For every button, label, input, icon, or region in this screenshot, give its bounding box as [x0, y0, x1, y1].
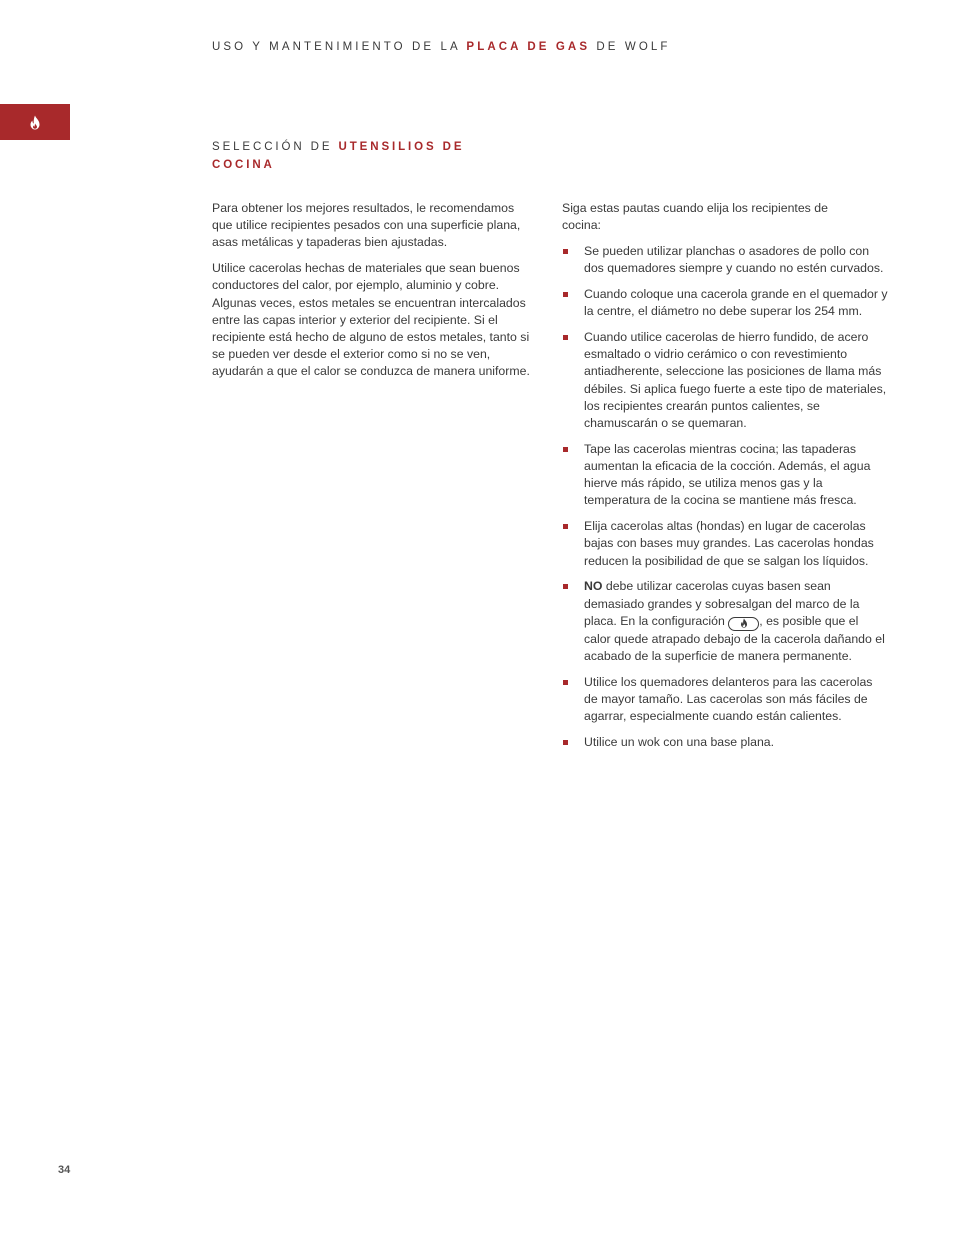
left-column [212, 200, 534, 389]
warning-text-end: , es posible que el calor quede atrapado debajo de la cacerola dañando el acabado de la superficie de manera permanente. [584, 613, 885, 664]
running-header [212, 41, 670, 53]
flame-icon [29, 115, 41, 130]
page-number: 34 [58, 1164, 71, 1176]
list-item-text: Utilice un wok con una base plana. [584, 735, 775, 750]
flame-icon [740, 618, 748, 628]
list-item-text: Se pueden utilizar planchas o asadores de pollo con dos quemadores siempre y cuando no estén curvados. [584, 244, 884, 276]
list-item-text: Tape las cacerolas mientras cocina; las tapaderas aumentan la eficacia de la cocción. Además, el agua hierve más rápido, se utiliza menos gas y la temperatura de la cocina se mantiene más fresca. [584, 441, 871, 508]
bullet-square-icon [563, 447, 568, 452]
warning-bold: NO [584, 579, 603, 594]
list-item-warning [562, 578, 888, 665]
burner-setting-icon [728, 617, 759, 631]
list-item [562, 734, 888, 751]
list-item [562, 441, 888, 510]
list-item [562, 329, 888, 432]
paragraph: Utilice cacerolas hechas de materiales que sean buenos conductores del calor, por ejemplo, aluminio y cobre. Algunas veces, estos metales se encuentran intercalados entre las capas interior y exterior del recipiente. Si el recipiente está hecho de alguno de estos metales, tanto si se pueden ver desde el exterior como si no se ven, ayudarán a que el calor se conduzca de manera uniforme. [212, 261, 530, 379]
warning-text: debe utilizar cacerolas cuyas basen sean demasiado grandes y sobresalgan del marco de la placa. En la configuración [584, 579, 860, 628]
bullet-square-icon [563, 292, 568, 297]
section-title-prefix: SELECCIÓN DE [212, 141, 333, 153]
list-item [562, 243, 888, 277]
list-item [562, 286, 888, 320]
header-suffix: DE WOLF [596, 41, 671, 53]
section-title-highlight: UTENSILIOS DE COCINA [212, 141, 465, 171]
bullet-square-icon [563, 584, 568, 589]
list-item-text: Cuando coloque una cacerola grande en el quemador y la centre, el diámetro no debe superar los 254 mm. [584, 287, 888, 319]
bullet-square-icon [563, 335, 568, 340]
right-column [562, 200, 888, 760]
section-title [212, 138, 502, 174]
guidelines-list [562, 243, 888, 751]
header-prefix: USO Y MANTENIMIENTO DE LA [212, 41, 461, 53]
list-item-text: Elija cacerolas altas (hondas) en lugar de cacerolas bajas con bases muy grandes. Las cacerolas hondas reducen la posibilidad de que se salgan los líquidos. [584, 519, 874, 568]
header-highlight: PLACA DE GAS [466, 41, 591, 53]
bullet-square-icon [563, 680, 568, 685]
list-item-text: Cuando utilice cacerolas de hierro fundido, de acero esmaltado o vidrio cerámico o con revestimiento antiadherente, seleccione las posiciones de llama más débiles. Si aplica fuego fuerte a este tipo de materiales, los recipientes crearán puntos calientes, se chamuscarán o se quemaran. [584, 330, 887, 431]
list-item [562, 674, 888, 726]
section-tab [0, 104, 70, 140]
bullet-square-icon [563, 524, 568, 529]
paragraph: Para obtener los mejores resultados, le recomendamos que utilice recipientes pesados con una superficie plana, asas metálicas y tapaderas bien ajustadas. [212, 201, 521, 250]
guidelines-intro: Siga estas pautas cuando elija los recipientes de cocina: [562, 201, 828, 233]
list-item [562, 518, 888, 570]
list-item-text: Utilice los quemadores delanteros para las cacerolas de mayor tamaño. Las cacerolas son más fáciles de agarrar, especialmente cuando están calientes. [584, 674, 873, 724]
bullet-square-icon [563, 740, 568, 745]
bullet-square-icon [563, 249, 568, 254]
